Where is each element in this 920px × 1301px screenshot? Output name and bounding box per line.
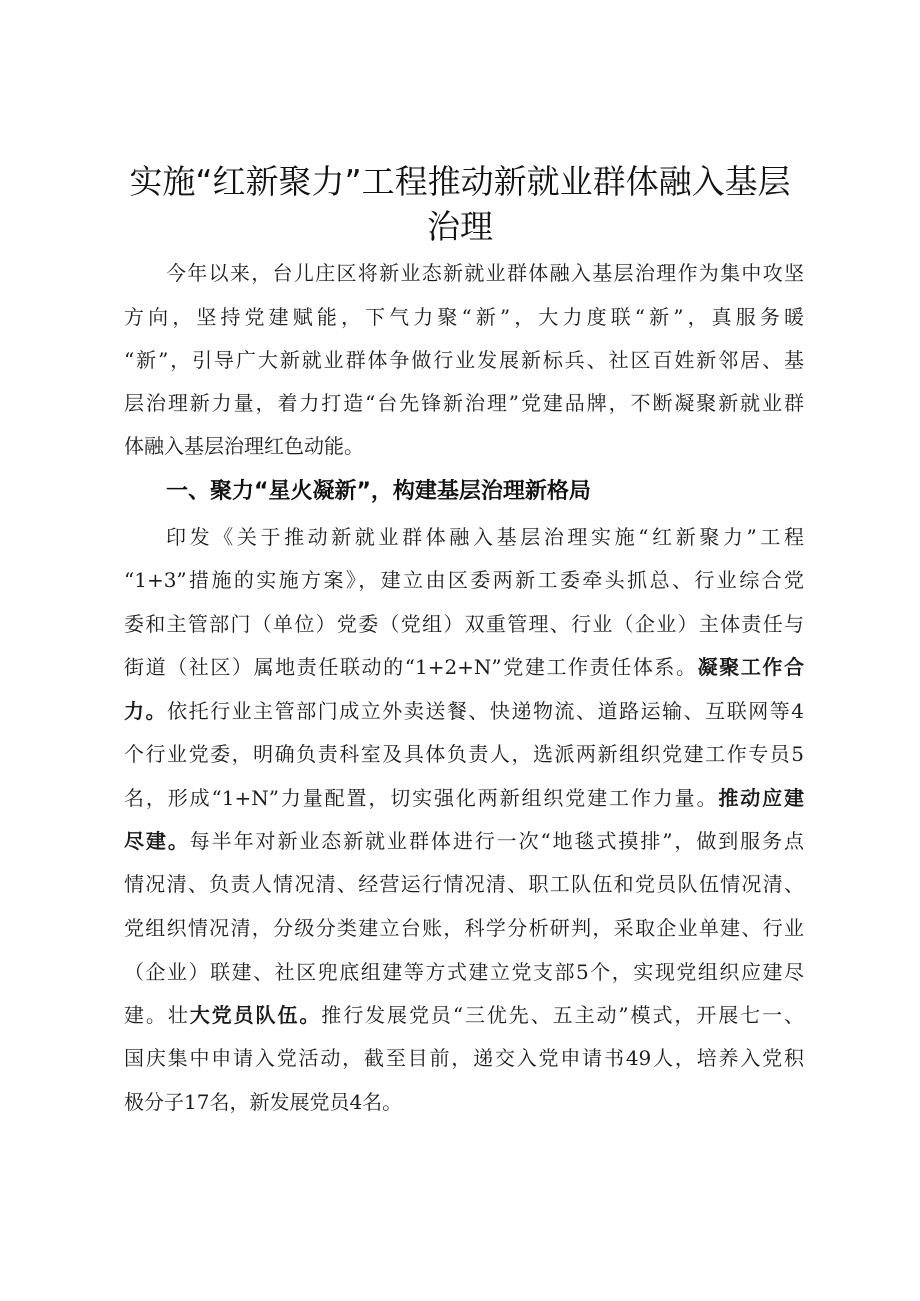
keyword-li: 力。 [124,699,168,723]
intro-line-1: 今年以来，台儿庄区将新业态新就业群体融入基层治理作为集中攻坚 [166,261,804,285]
section-1-line-7-text: 名，形成“1+N”力量配置，切实强化两新组织党建工作力量。 [124,786,719,810]
section-1-line-2: “1+3”措施的实施方案》，建立由区委两新工委牵头抓总、行业综合党 [124,568,804,592]
keyword-ningju-gongzuo-heli: 凝聚工作合 [697,655,805,679]
section-1-line-8-text: 每半年对新业态新就业群体进行一次“地毯式摸排”，做到服务点 [189,829,804,853]
section-1-line-8 [124,826,804,856]
section-1-line-5-text: 依托行业主管部门成立外卖送餐、快递物流、道路运输、互联网等4 [167,699,805,723]
section-1-line-11: （企业）联建、社区兜底组建等方式建立党支部5个，实现党组织应建尽 [124,960,804,984]
keyword-tuidong-yingjian: 推动应建 [718,786,805,810]
document-title-line-2: 治理 [427,207,493,246]
section-1-line-14: 极分子17名，新发展党员4名。 [124,1090,403,1114]
intro-line-5: 体融入基层治理红色动能。 [124,434,364,458]
section-1-line-12-text: 建。壮 [124,1003,190,1027]
section-1-line-10: 党组织情况清，分级分类建立台账，科学分析研判，采取企业单建、行业 [124,916,804,940]
section-1-line-5 [124,696,804,726]
section-1-line-3: 委和主管部门（单位）党委（党组）双重管理、行业（企业）主体责任与 [124,612,804,636]
section-1-line-12-text-2: 推行发展党员“三优先、五主动”模式，开展七一、 [321,1003,805,1027]
intro-line-2: 方向，坚持党建赋能，下气力聚“新”，大力度联“新”，真服务暖 [124,305,804,329]
section-1-line-1: 印发《关于推动新就业群体融入基层治理实施“红新聚力”工程 [166,525,804,549]
keyword-zhuangda-dangyuan-duiwu: 大党员队伍。 [189,1003,322,1027]
document-title-line-1: 实施“红新聚力”工程推动新就业群体融入基层 [129,162,791,201]
intro-line-3: “新”，引导广大新就业群体争做行业发展新标兵、社区百姓新邻居、基 [124,348,804,372]
section-1-line-13: 国庆集中申请入党活动，截至目前，递交入党申请书49人，培养入党积 [124,1046,804,1070]
section-1-line-4-text: 街道（社区）属地责任联动的“1+2+N”党建工作责任体系。 [124,655,698,679]
section-1-line-9: 情况清、负责人情况清、经营运行情况清、职工队伍和党员队伍情况清、 [124,872,804,896]
section-1-line-12 [124,1000,804,1030]
section-1-line-7 [124,783,804,813]
section-1-line-4 [124,652,804,682]
intro-line-4: 层治理新力量，着力打造“台先锋新治理”党建品牌，不断凝聚新就业群 [124,391,804,415]
keyword-jinjian: 尽建。 [124,829,190,853]
section-1-line-6: 个行业党委，明确负责科室及具体负责人，选派两新组织党建工作专员5 [124,742,804,766]
section-1-heading: 一、聚力“星火凝新”，构建基层治理新格局 [166,479,591,504]
